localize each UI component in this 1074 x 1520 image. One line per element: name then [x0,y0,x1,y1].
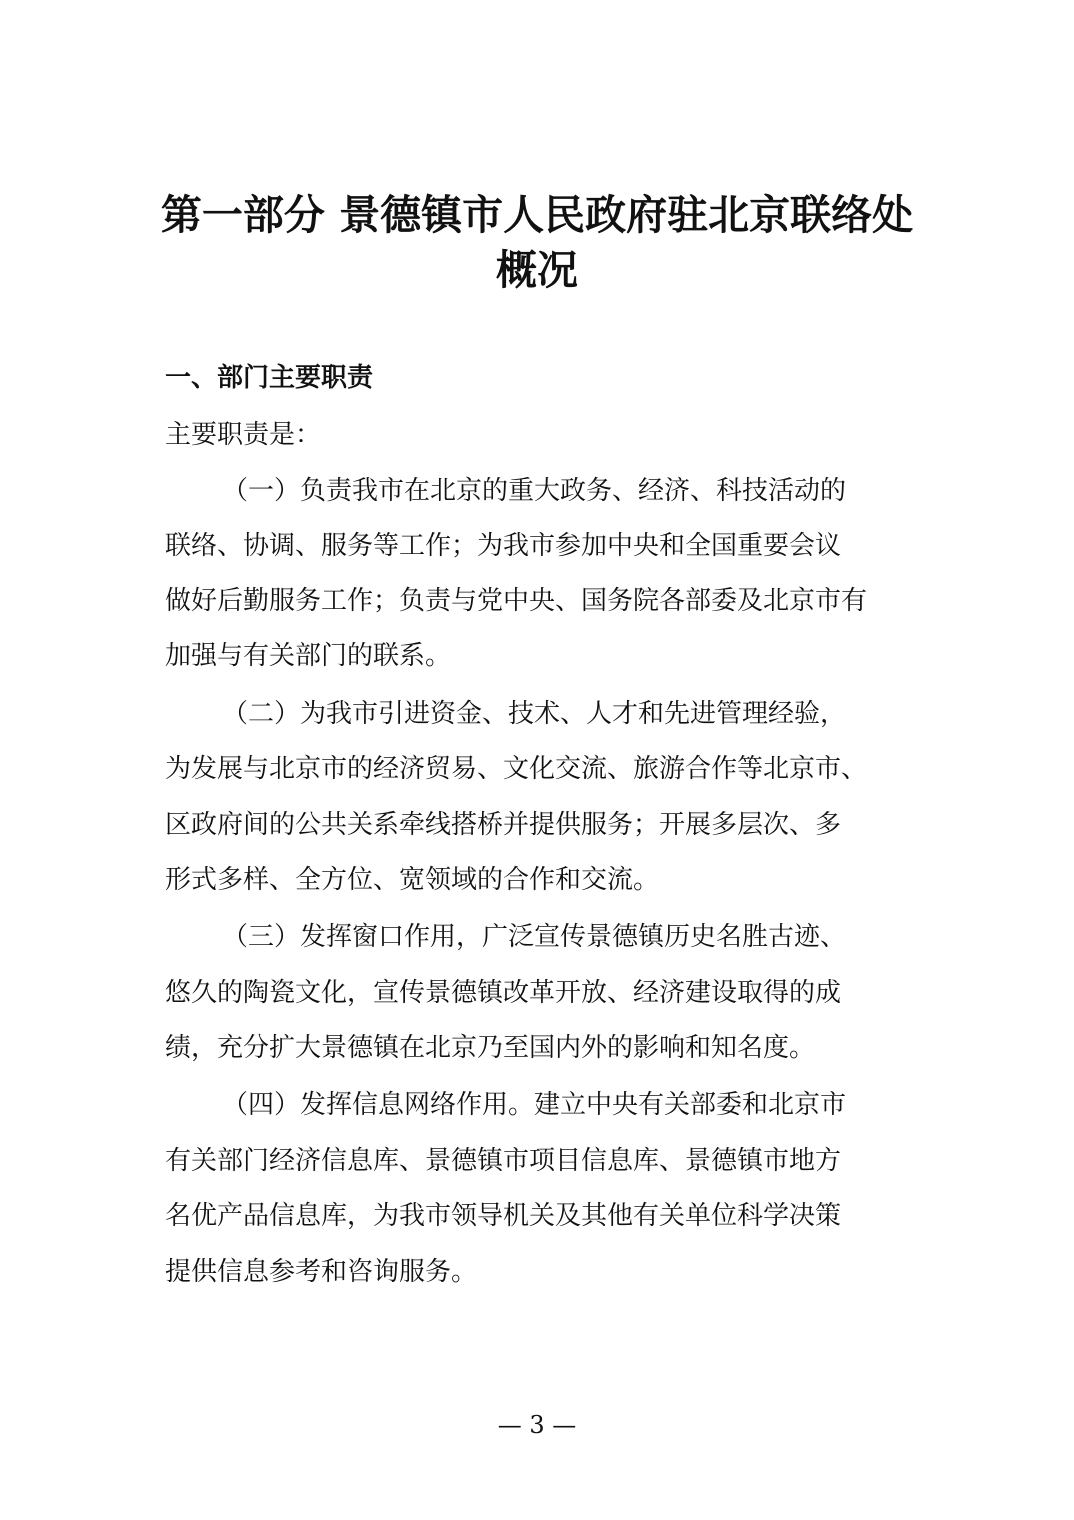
paragraph-line: （一）负责我市在北京的重大政务、经济、科技活动的 [222,476,847,506]
intro-text: 主要职责是： [165,420,322,450]
paragraph-line: 形式多样、全方位、宽领域的合作和交流。 [165,865,660,895]
paragraph-line: 名优产品信息库，为我市领导机关及其他有关单位科学决策 [165,1201,842,1231]
paragraph-line: 绩，充分扩大景德镇在北京乃至国内外的影响和知名度。 [165,1033,816,1063]
paragraph-line: 提供信息参考和咨询服务。 [165,1257,478,1287]
paragraph-line: （三）发挥窗口作用，广泛宣传景德镇历史名胜古迹、 [222,922,847,952]
paragraph-line: 区政府间的公共关系牵线搭桥并提供服务；开展多层次、多 [165,810,842,840]
page-number: — 3 — [497,1411,577,1439]
paragraph-line: 联络、协调、服务等工作；为我市参加中央和全国重要会议 [165,531,842,561]
paragraph-line: 悠久的陶瓷文化，宣传景德镇改革开放、经济建设取得的成 [165,978,842,1008]
paragraph-line: 加强与有关部门的联系。 [165,641,452,671]
document-title-continued: 概况 [496,246,578,294]
section-heading: 一、部门主要职责 [165,363,374,393]
paragraph-line: （四）发挥信息网络作用。建立中央有关部委和北京市 [222,1090,847,1120]
paragraph-line: 做好后勤服务工作；负责与党中央、国务院各部委及北京市有 [165,586,868,616]
paragraph-line: 为发展与北京市的经济贸易、文化交流、旅游合作等北京市、 [165,754,868,784]
document-title: 第一部分 景德镇市人民政府驻北京联络处 [160,191,914,239]
paragraph-line: 有关部门经济信息库、景德镇市项目信息库、景德镇市地方 [165,1146,842,1176]
paragraph-line: （二）为我市引进资金、技术、人才和先进管理经验， [222,699,847,729]
